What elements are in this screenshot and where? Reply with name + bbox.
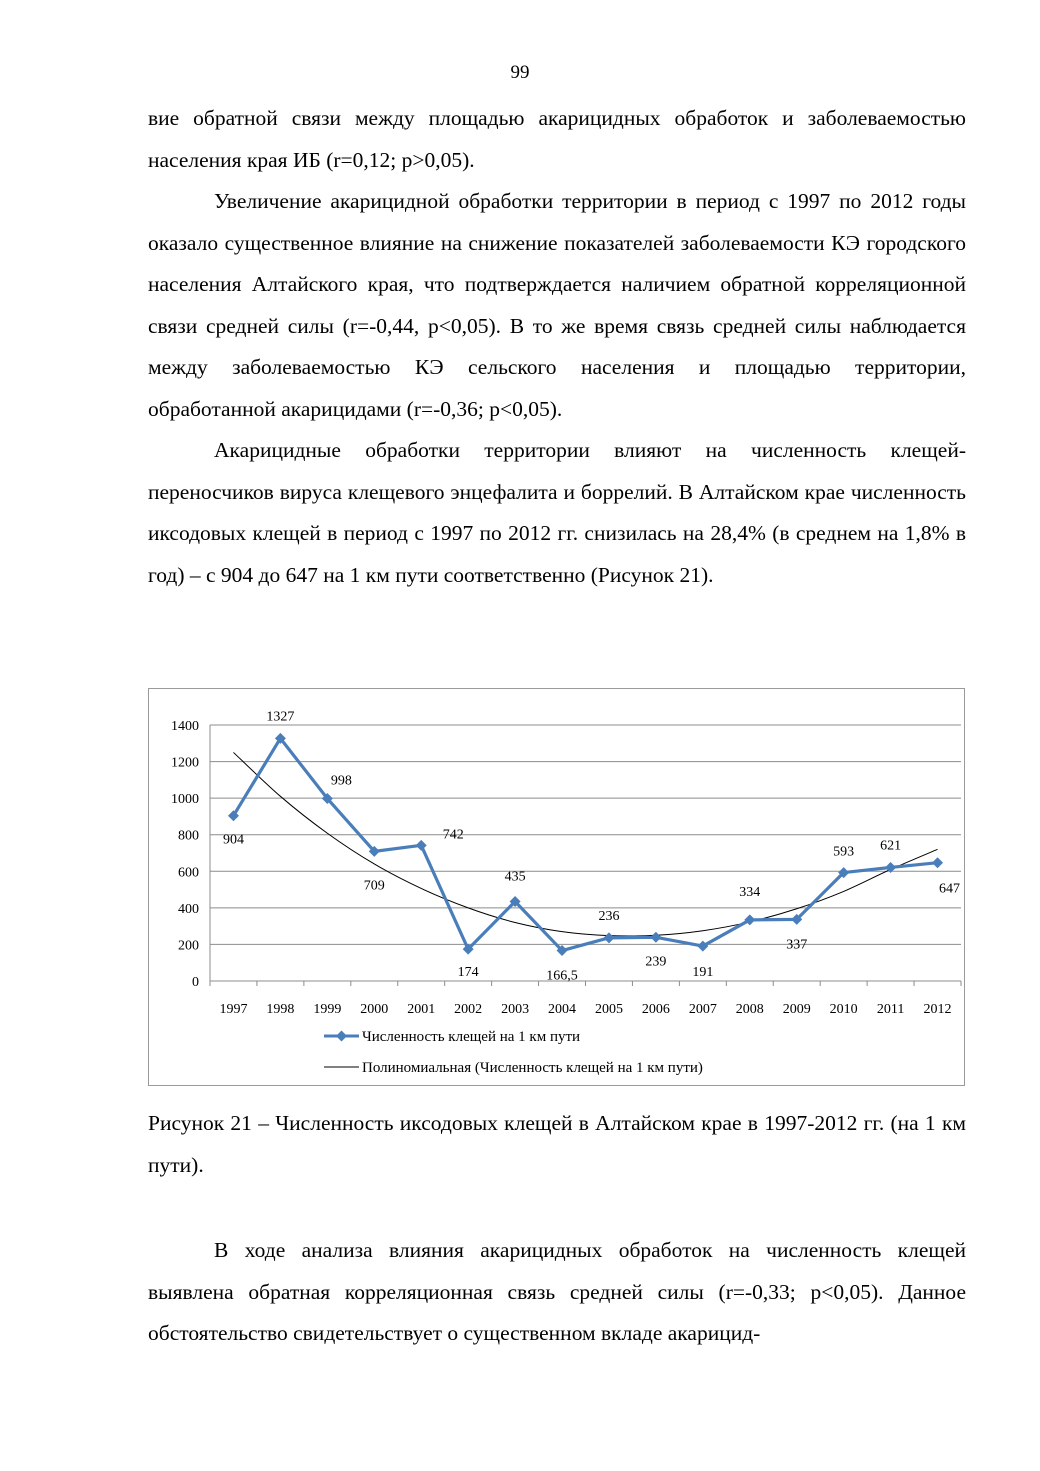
x-tick-label: 2003 (501, 1002, 530, 1017)
y-tick-label: 600 (178, 865, 199, 881)
x-tick-label: 2005 (594, 1002, 623, 1017)
y-tick-label: 400 (178, 901, 199, 917)
x-tick-label: 1998 (266, 1002, 295, 1017)
x-tick-label: 2001 (407, 1002, 436, 1017)
data-label: 191 (692, 965, 714, 981)
x-tick-label: 2000 (360, 1002, 389, 1017)
x-tick-label: 2011 (876, 1002, 905, 1017)
data-label: 998 (330, 773, 352, 789)
tick-count-chart (149, 689, 966, 1087)
body-text-bottom (148, 1230, 966, 1355)
data-label: 236 (598, 908, 620, 924)
data-label: 435 (504, 869, 526, 885)
y-tick-label: 200 (178, 938, 199, 954)
y-tick-label: 0 (192, 975, 199, 990)
data-label: 166,5 (546, 968, 578, 984)
x-tick-label: 2012 (923, 1002, 952, 1017)
y-tick-label: 1200 (171, 755, 199, 771)
chart-figure-21 (148, 688, 965, 1086)
data-label: 1327 (266, 709, 295, 725)
paragraph: Увеличение акарицидной обработки территории в период с 1997 по 2012 годы оказало существенное влияние на снижение показателей заболеваемости КЭ городского населения Алтайского края, что подтверждается наличием обратной корреляционной связи средней силы (r=-0,44, p<0,05). В то же время связь средней силы наблюдается между заболеваемостью КЭ сельского населения и площадью территории, обработанной акарицидами (r=-0,36; p<0,05). (148, 189, 966, 421)
x-tick-label: 2002 (454, 1002, 483, 1017)
data-label: 174 (457, 965, 479, 981)
x-tick-label: 2006 (641, 1002, 670, 1017)
x-tick-label: 1999 (313, 1002, 342, 1017)
data-label: 904 (222, 832, 244, 848)
data-label: 647 (939, 881, 961, 897)
paragraph: Акарицидные обработки территории влияют на численность клещей-переносчиков вируса клещевого энцефалита и боррелий. В Алтайском крае численность иксодовых клещей в период с 1997 по 2012 гг. снизилась на 28,4% (в среднем на 1,8% в год) – с 904 до 647 на 1 км пути соответственно (Рисунок 21). (148, 438, 966, 587)
data-label: 593 (833, 844, 855, 860)
data-label: 337 (786, 937, 808, 953)
data-point-marker (603, 932, 614, 943)
x-tick-label: 2007 (688, 1002, 717, 1017)
data-label: 334 (739, 884, 761, 900)
x-tick-label: 2008 (735, 1002, 764, 1017)
y-tick-label: 1000 (171, 792, 199, 808)
data-point-marker (932, 857, 943, 868)
data-label: 709 (363, 878, 385, 894)
data-point-marker (650, 932, 661, 943)
series-line-tick-count (233, 738, 937, 953)
x-tick-label: 2004 (548, 1002, 577, 1017)
data-label: 621 (880, 838, 902, 854)
y-tick-label: 800 (178, 828, 199, 844)
data-label: 742 (442, 827, 464, 843)
legend-series-marker (336, 1031, 347, 1042)
data-point-marker (416, 840, 427, 851)
page-number: 99 (510, 62, 530, 83)
data-label: 239 (645, 954, 667, 970)
x-tick-label: 2010 (829, 1002, 858, 1017)
body-text-top (148, 98, 966, 596)
paragraph: В ходе анализа влияния акарицидных обработок на численность клещей выявлена обратная корреляционная связь средней силы (r=-0,33; p<0,05). Данное обстоятельство свидетельствует о существенном вкладе акарицид- (148, 1238, 966, 1345)
legend-trendline-label: Полиномиальная (Численность клещей на 1 км пути) (362, 1060, 703, 1076)
paragraph: вие обратной связи между площадью акарицидных обработок и заболеваемостью населения края ИБ (r=0,12; p>0,05). (148, 106, 966, 172)
figure-caption: Рисунок 21 – Численность иксодовых клещей в Алтайском крае в 1997-2012 гг. (на 1 км пути). (148, 1111, 966, 1177)
x-tick-label: 2009 (782, 1002, 811, 1017)
legend-series-label: Численность клещей на 1 км пути (362, 1029, 581, 1045)
y-tick-label: 1400 (171, 719, 199, 734)
x-tick-label: 1997 (219, 1002, 248, 1017)
